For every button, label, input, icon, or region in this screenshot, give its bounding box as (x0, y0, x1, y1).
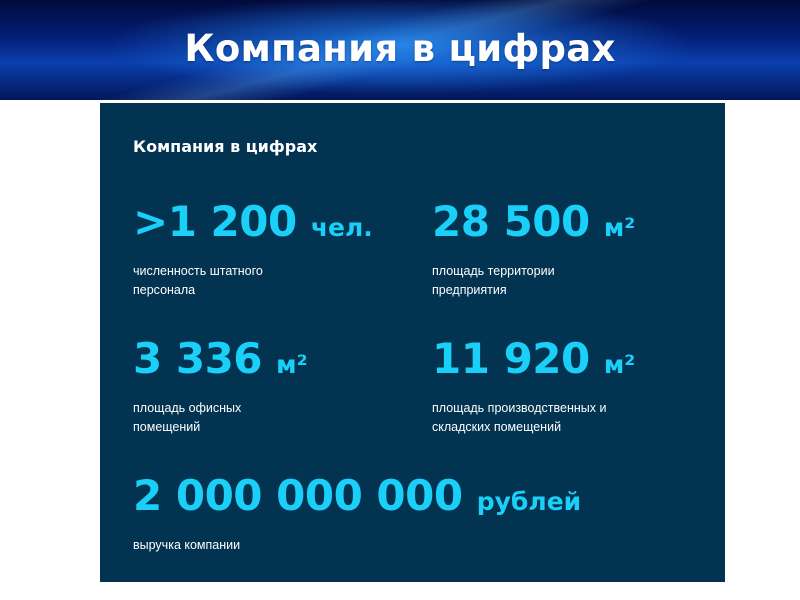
stat-caption-line: площадь офисных (133, 401, 242, 415)
stat-production-area (432, 335, 635, 437)
stat-caption (133, 536, 581, 555)
stat-caption-line: персонала (133, 283, 196, 297)
slide-header (0, 0, 800, 100)
stat-unit: м² (603, 213, 636, 242)
stat-number: 11 920 (432, 334, 590, 383)
stat-caption-line: складских помещений (432, 420, 562, 434)
stat-caption (432, 399, 635, 437)
stat-revenue (133, 472, 581, 555)
stat-caption-line: площадь производственных и (432, 401, 607, 415)
slide-title: Компания в цифрах (184, 27, 616, 70)
stat-caption-line: численность штатного (133, 264, 263, 278)
stat-caption (133, 399, 308, 437)
stat-unit: рублей (476, 487, 582, 516)
stats-panel (100, 103, 725, 582)
stat-value (432, 198, 635, 252)
stat-caption-line: выручка компании (133, 538, 241, 552)
stat-value (133, 472, 581, 526)
stat-value (432, 335, 635, 389)
stat-number: 3 336 (133, 334, 263, 383)
stat-territory-area (432, 198, 635, 300)
stat-caption-line: предприятия (432, 283, 507, 297)
stat-office-area (133, 335, 308, 437)
stat-unit: м² (603, 350, 636, 379)
panel-title: Компания в цифрах (133, 137, 318, 156)
stat-unit: м² (276, 350, 308, 379)
stat-number: 2 000 000 000 (133, 471, 463, 520)
stat-unit: чел. (310, 213, 373, 242)
stat-caption (133, 262, 373, 300)
stat-employees (133, 198, 373, 300)
stat-caption-line: площадь территории (432, 264, 555, 278)
stat-caption-line: помещений (133, 420, 201, 434)
stat-value (133, 198, 373, 252)
stat-caption (432, 262, 635, 300)
stat-number: >1 200 (133, 197, 297, 246)
stat-value (133, 335, 308, 389)
stat-number: 28 500 (432, 197, 590, 246)
